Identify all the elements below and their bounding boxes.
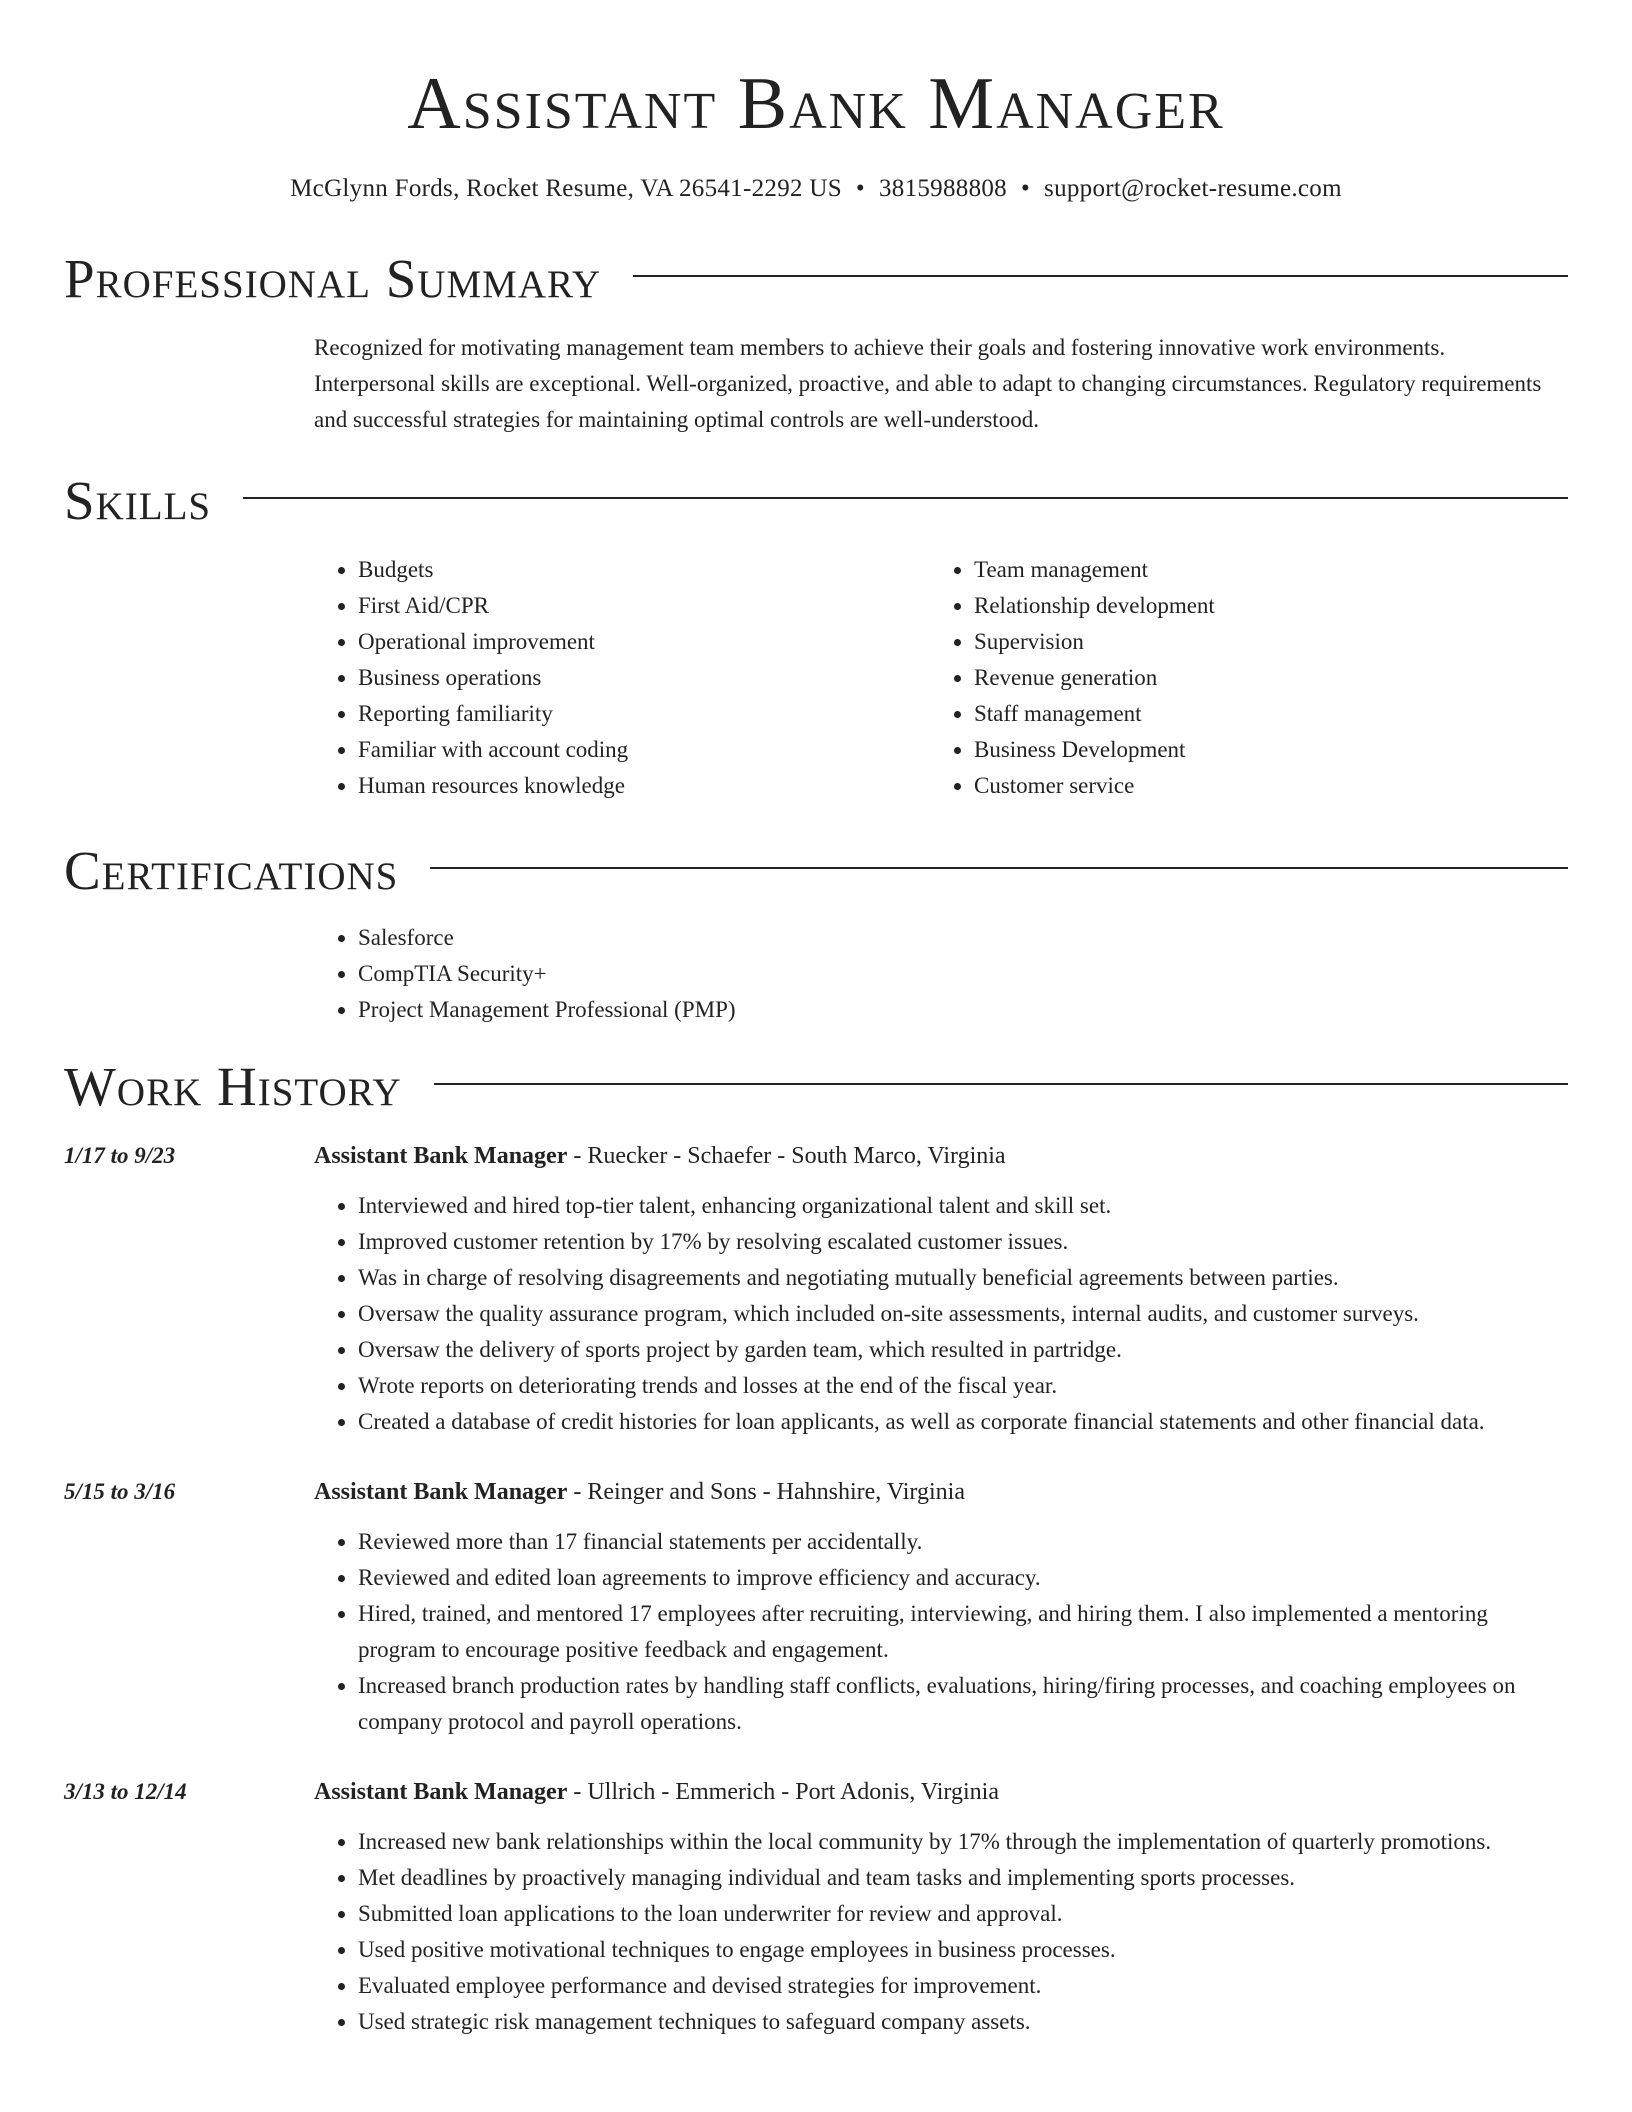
list-item: • Evaluated employee performance and devised strategies for improvement. [358,1968,1568,2004]
section-title: Skills [64,470,212,531]
list-item: • Used positive motivational techniques to engage employees in business processes. [358,1932,1568,1968]
list-item: • Business operations [358,660,930,696]
certifications-list [314,920,1568,1028]
list-item: • Created a database of credit histories for loan applicants, as well as corporate financial statements and other financial data. [358,1404,1568,1440]
skills-column-left [314,552,930,804]
list-item: • Oversaw the delivery of sports project by garden team, which resulted in partridge. [358,1332,1568,1368]
skills-section-header [64,468,1568,534]
section-divider [434,1083,1568,1085]
section-divider [243,497,1568,499]
list-item: • Oversaw the quality assurance program, which included on-site assessments, internal audits, and customer surveys. [358,1296,1568,1332]
list-item: • Used strategic risk management techniques to safeguard company assets. [358,2004,1568,2040]
list-item: • CompTIA Security+ [358,956,1568,992]
job-bullets [314,1824,1568,2040]
list-item: • Reporting familiarity [358,696,930,732]
job-role: Assistant Bank Manager [314,1479,568,1505]
job-dates: 5/15 to 3/16 [64,1479,176,1504]
job-employer: - Ullrich - Emmerich - Port Adonis, Virginia [567,1779,999,1805]
list-item: • First Aid/CPR [358,588,930,624]
job-content [314,1138,1568,1440]
list-item: • Met deadlines by proactively managing individual and team tasks and implementing sports processes. [358,1860,1568,1896]
list-item: • Project Management Professional (PMP) [358,992,1568,1028]
summary-text: Recognized for motivating management team members to achieve their goals and fostering innovative work environments. Interpersonal skills are exceptional. Well-organized, proactive, and able to adapt to changing circumstances. Regulatory requirements and successful strategies for maintaining optimal controls are well-understood. [314,335,1542,432]
list-item: • Relationship development [974,588,1546,624]
contact-phone: 3815988808 [878,175,1007,202]
certifications-section-header [64,838,1568,904]
section-title: Professional Summary [64,248,602,309]
list-item: • Increased new bank relationships within the local community by 17% through the implementation of quarterly promotions. [358,1824,1568,1860]
job-role: Assistant Bank Manager [314,1143,568,1169]
list-item: • Interviewed and hired top-tier talent, enhancing organizational talent and skill set. [358,1188,1568,1224]
list-item: • Business Development [974,732,1546,768]
job-bullets [314,1188,1568,1440]
list-item: • Submitted loan applications to the loan underwriter for review and approval. [358,1896,1568,1932]
list-item: • Reviewed and edited loan agreements to improve efficiency and accuracy. [358,1560,1568,1596]
contact-address: McGlynn Fords, Rocket Resume, VA 26541-2292 US [290,175,842,202]
list-item: • Operational improvement [358,624,930,660]
list-item: • Customer service [974,768,1546,804]
job-entry [64,1138,1568,1440]
list-item: • Familiar with account coding [358,732,930,768]
contact-email: support@rocket-resume.com [1044,175,1342,202]
list-item: • Salesforce [358,920,1568,956]
list-item: • Was in charge of resolving disagreements and negotiating mutually beneficial agreements between parties. [358,1260,1568,1296]
work-section-header [64,1054,1568,1120]
list-item: • Supervision [974,624,1546,660]
job-bullets [314,1524,1568,1740]
resume-page [64,0,1568,2040]
list-item: • Revenue generation [974,660,1546,696]
contact-separator: • [1020,175,1031,202]
job-employer: - Ruecker - Schaefer - South Marco, Virginia [567,1143,1006,1169]
skills-list [314,552,1568,804]
list-item: • Human resources knowledge [358,768,930,804]
job-heading [314,1138,1568,1174]
list-item: • Staff management [974,696,1546,732]
section-divider [430,867,1568,869]
list-item: • Wrote reports on deteriorating trends and losses at the end of the fiscal year. [358,1368,1568,1404]
section-title: Certifications [64,840,399,901]
job-dates: 3/13 to 12/14 [64,1779,187,1804]
contact-line [64,172,1568,206]
job-role: Assistant Bank Manager [314,1779,568,1805]
list-item: • Hired, trained, and mentored 17 employees after recruiting, interviewing, and hiring them. I also implemented a mentoring program to encourage positive feedback and engagement. [358,1596,1568,1668]
list-item: • Team management [974,552,1546,588]
summary-section-header [64,246,1568,312]
list-item: • Budgets [358,552,930,588]
job-entry [64,1774,1568,2040]
section-divider [633,275,1568,277]
section-title: Work History [64,1056,402,1117]
job-employer: - Reinger and Sons - Hahnshire, Virginia [567,1479,965,1505]
skills-column-right [930,552,1546,804]
job-entry [64,1474,1568,1740]
list-item: • Improved customer retention by 17% by resolving escalated customer issues. [358,1224,1568,1260]
job-content [314,1774,1568,2040]
page-title: Assistant Bank Manager [407,63,1225,145]
contact-separator: • [855,175,865,202]
list-item: • Increased branch production rates by handling staff conflicts, evaluations, hiring/firing processes, and coaching employees on company protocol and payroll operations. [358,1668,1568,1740]
list-item: • Reviewed more than 17 financial statements per accidentally. [358,1524,1568,1560]
job-content [314,1474,1568,1740]
job-heading [314,1474,1568,1510]
job-dates: 1/17 to 9/23 [64,1143,176,1168]
job-heading [314,1774,1568,1810]
